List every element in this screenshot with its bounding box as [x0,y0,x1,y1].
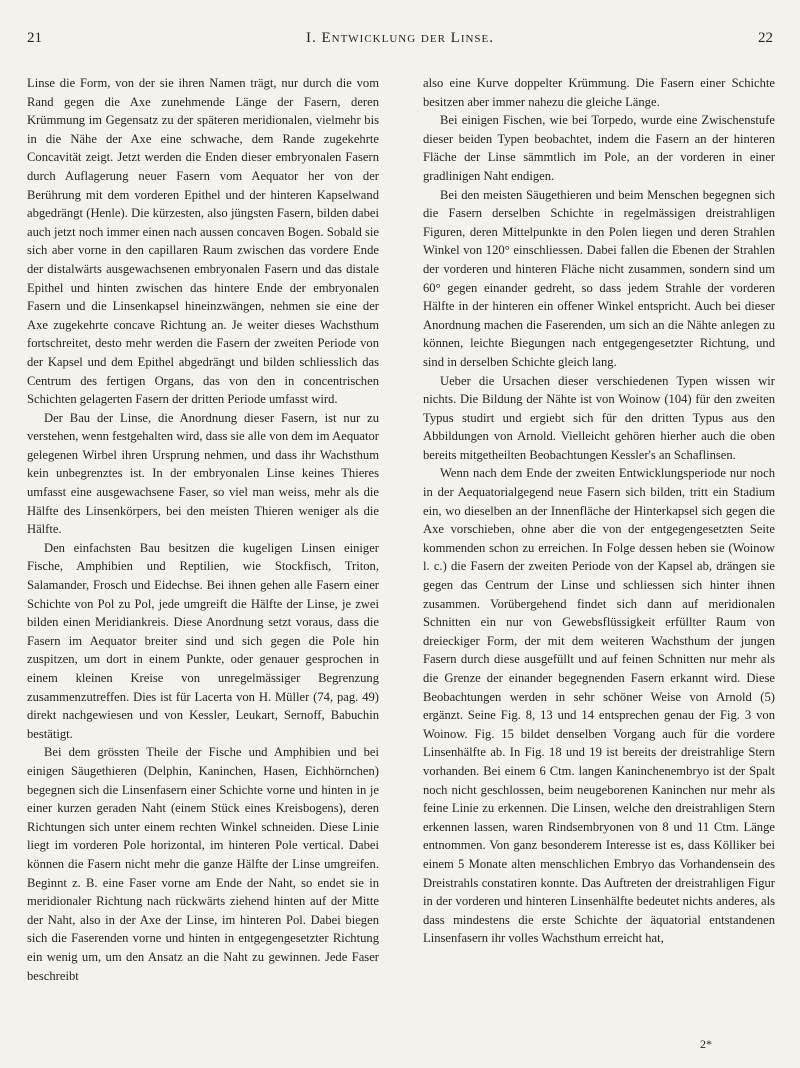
paragraph: Linse die Form, von der sie ihren Namen trägt, nur durch die vom Rand gegen die Axe zunehmende Länge der Fasern, deren Krümmung im Gegensatz zu der späteren meridionalen, vielmehr bis in die Nähe der Axe eine schwache, dem Rande zugekehrte Concavität zeigt. Jetzt werden die Enden dieser embryonalen Fasern durch Auflagerung neuer Fasern vom Aequator her von der Berührung mit dem vorderen Epithel und der hinteren Kapselwand abgedrängt (Henle). Die kürzesten, also jüngsten Fasern, bilden dabei auch jetzt noch immer einen nach aussen concaven Bogen. Sobald sie sich aber vorne in den capillaren Raum zwischen das vordere Ende der distalwärts ausgewachsenen embryonalen Fasern und das distale Epithel und hinten zwischen das hintere Ende der embryonalen Fasern und die Linsenkapsel hineinzwängen, nehmen sie eine der Axe zugekehrte concave Richtung an. Je weiter dieses Wachsthum fortschreitet, desto mehr werden die Fasern der zweiten Periode von der Kapsel und dem Epithel abgedrängt und bilden schliesslich das Centrum des fertigen Organs, das von den in concentrischen Schichten gelagerten Fasern der dritten Periode umfasst wird. [27,76,379,407]
paragraph: Bei den meisten Säugethieren und beim Menschen begegnen sich die Fasern derselben Schichte in regelmässigen dreistrahligen Figuren, deren Mittelpunkte in den Polen liegen und deren Strahlen Winkel von 120° einschliessen. Dabei fallen die Ebenen der Strahlen der vorderen und hinteren Fläche nicht zusammen, sondern sind um 60° gegen einander gedreht, so dass jedem Strahle der vorderen Hälfte in der hinteren ein offener Winkel entspricht. Auch bei dieser Anordnung machen die Faserenden, um sich an die Nähte anlegen zu können, leichte Biegungen nach entgegengesetzter Richtung, und sind in derselben Schichte gleich lang. [423,187,775,369]
page-number-left: 21 [27,30,42,46]
paragraph: also eine Kurve doppelter Krümmung. Die Fasern einer Schichte besitzen aber immer nahezu die gleiche Länge. [423,76,775,109]
paragraph: Den einfachsten Bau besitzen die kugeligen Linsen einiger Fische, Amphibien und Reptilien, wie Stockfisch, Triton, Salamander, Frosch und Eidechse. Bei ihnen gehen alle Fasern einer Schichte von Pol zu Pol, jede umgreift die Hälfte der Linse, je zwei bilden einen Meridiankreis. Diese Anordnung setzt voraus, dass die Fasern im Aequator breiter sind und sich gegen die Pole hin zuspitzen, um dort in einem Punkte, oder genauer gesprochen in einem kleinen Kreise von unregelmässiger Begrenzung zusammenzutreffen. Dies ist für Lacerta von H. Müller (74, pag. 49) direkt nachgewiesen und von Kessler, Leukart, Sernoff, Babuchin bestätigt. [27,540,379,741]
paragraph: Bei einigen Fischen, wie bei Torpedo, wurde eine Zwischenstufe dieser beiden Typen beobachtet, indem die Fasern an der hinteren Fläche der Linse sämmtlich im Pole, an der vorderen in einer gradlinigen Naht endigen. [423,113,775,183]
page-header [27,30,773,54]
running-title: I. Entwicklung der Linse. [305,30,495,46]
paragraph: Der Bau der Linse, die Anordnung dieser Fasern, ist nur zu verstehen, wenn festgehalten wird, dass sie alle von dem im Aequator gelegenen Wirbel ihren Ursprung nehmen, und dass ihr Wachsthum kein unbegrenztes ist. In der embryonalen Linse keines Thieres umfasst eine ausgewachsene Faser, so viel man weiss, mehr als die Hälfte des Linsenkörpers, bei den meisten Thieren weniger als die Hälfte. [27,410,379,537]
paragraph: Wenn nach dem Ende der zweiten Entwicklungsperiode nur noch in der Aequatorialgegend neue Fasern sich bilden, tritt ein Stadium ein, wo dieselben an der Innenfläche der Hinterkapsel sich gegen die Axe vorschieben, ohne aber die von der entgegengesetzten Seite kommenden schon zu erreichen. In Folge dessen heben sie (Woinow l. c.) die Fasern der zweiten Periode von der Kapsel ab, drängen sie gegen das Centrum der Linse und schliessen sich hinter ihnen zusammen. Vorübergehend findet sich dann auf meridionalen Schnitten ein nur von Gewebsflüssigkeit erfüllter Raum von dreieckiger Form, der mit dem weiteren Wachsthum der jungen Fasern durch diese ausgefüllt und auf feinen Schnitten nur mehr als die Grenze der einander begegnenden Fasern erkannt wird. Diese Beobachtungen werden in sehr schöner Weise von Arnold (5) ergänzt. Seine Fig. 8, 13 und 14 entsprechen genau der Fig. 3 von Woinow. Fig. 15 bildet denselben Vorgang auch für die vordere Linsenhälfte ab. In Fig. 18 und 19 ist bereits der dreistrahlige Stern vorhanden. Bei einem 6 Ctm. langen Kaninchenembryo ist der Spalt noch nicht geschlossen, beim neugeborenen Kaninchen nur mehr als feine Linie zu erkennen. Die Linsen, welche den dreistrahligen Stern erkennen lassen, waren Rindsembryonen von 8 und 11 Ctm. Länge entnommen. Von ganz besonderem Interesse ist es, dass Kölliker bei einem 5 Monate alten menschlichen Embryo das Vorhandensein des Dreistrahls constatiren konnte. Das Auftreten der dreistrahligen Figur in der vorderen und hinteren Linsenhälfte bedeutet nichts anderes, als dass mindestens die erste Schichte der äquatorial entstandenen Linsenfasern ihr volles Wachsthum erreicht hat, [423,466,775,946]
paragraph: Bei dem grössten Theile der Fische und Amphibien und bei einigen Säugethieren (Delphin, Kaninchen, Hasen, Eichhörnchen) begegnen sich die Linsenfasern einer Schichte vorne und hinten in je einer kurzen geraden Naht (einem Stück eines Kreisbogens), deren Richtungen sich unter einem rechten Winkel schneiden. Diese Linie liegt im vorderen Pole horizontal, im hinteren Pole vertical. Dabei können die Fasern nicht mehr die ganze Hälfte der Linse umgreifen. Beginnt z. B. eine Faser vorne am Ende der Naht, so endet sie in meridionaler Richtung nach rückwärts ziehend hinten auf der Mitte der Naht, also in der Axe der Linse, im hinteren Pol. Dabei biegen sich die Faserenden vorne und hinten in entgegengesetzter Richtung ein wenig um, um den Ansatz an die Naht zu gewinnen. Jede Faser beschreibt [27,745,379,983]
right-column [423,74,775,948]
left-column [27,74,379,985]
paragraph: Ueber die Ursachen dieser verschiedenen Typen wissen wir nichts. Die Bildung der Nähte ist von Woinow (104) für den zweiten Typus studirt und ergiebt sich für den dritten Typus aus den Abbildungen von Arnold. Vielleicht gehören hierher auch die oben bereits mitgetheilten Beobachtungen Kessler's an Schaflinsen. [423,373,775,462]
signature-mark: 2* [700,1037,712,1051]
page-number-right: 22 [758,30,773,46]
